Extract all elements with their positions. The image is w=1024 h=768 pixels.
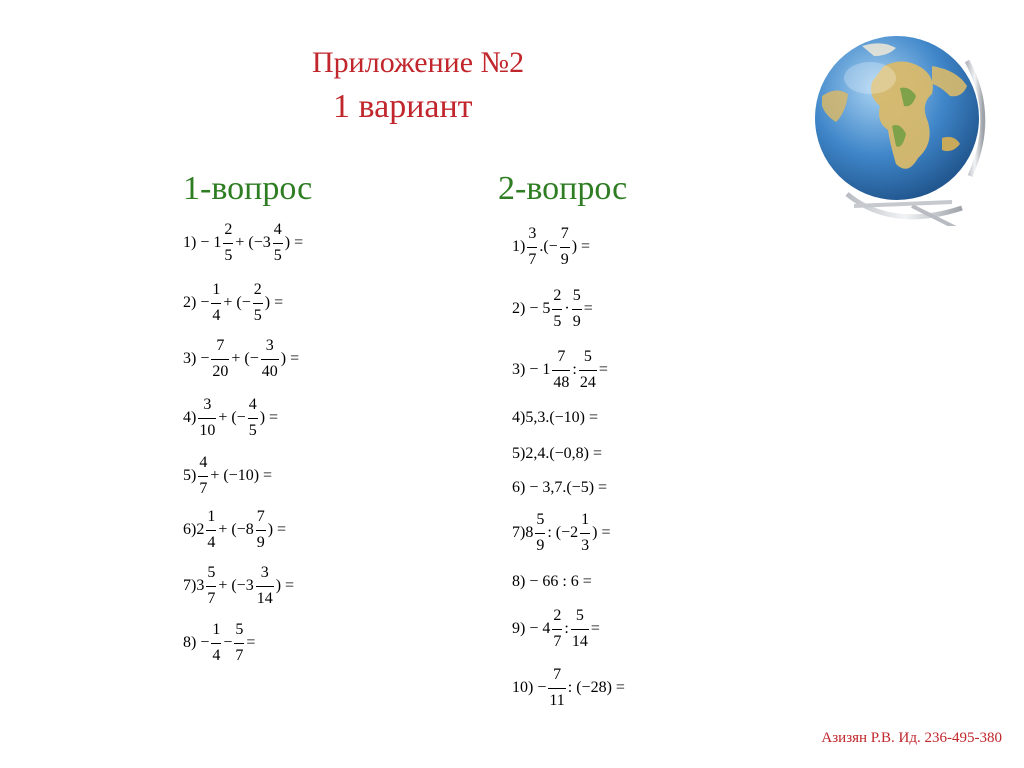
q1-item-8: [183, 622, 255, 665]
fraction-numerator: 5: [583, 348, 592, 365]
fraction-numerator: 4: [248, 396, 257, 413]
fraction-bar: [273, 243, 283, 244]
fraction: [572, 288, 582, 331]
fraction-bar: [572, 309, 582, 310]
fraction-numerator: 5: [235, 621, 244, 638]
q2-item-10: [512, 667, 625, 710]
fraction-numerator: 5: [575, 607, 584, 624]
fraction-denominator: 9: [572, 312, 581, 330]
fraction-denominator: 3: [581, 536, 590, 554]
fraction-numerator: 7: [560, 225, 569, 242]
q2-item-9: [512, 608, 600, 651]
fraction-numerator: 5: [572, 287, 581, 304]
fraction-denominator: 7: [207, 589, 216, 607]
q1-item-7: [183, 565, 294, 608]
fraction-denominator: 24: [579, 373, 596, 391]
expression-text: =: [246, 634, 256, 652]
expression-text: ) =: [280, 350, 300, 368]
fraction: [198, 455, 208, 498]
q1-item-6: [183, 509, 286, 552]
fraction: [256, 509, 266, 552]
q1-item-2: [183, 282, 283, 325]
fraction-numerator: 2: [553, 607, 562, 624]
expression-text: =: [583, 300, 593, 318]
fraction-denominator: 20: [212, 362, 229, 380]
fraction-bar: [256, 586, 274, 587]
fraction: [248, 397, 258, 440]
fraction-numerator: 1: [212, 281, 221, 298]
expression-text: 1) − 1: [183, 234, 222, 252]
expression-text: ) =: [571, 238, 591, 256]
expression-text: + (−: [218, 409, 246, 427]
fraction-denominator: 9: [256, 533, 265, 551]
expression-text: + (−10) =: [210, 467, 273, 485]
fraction: [261, 338, 279, 381]
fraction: [548, 667, 565, 710]
fraction-denominator: 10: [199, 421, 216, 439]
fraction: [223, 222, 233, 265]
fraction-numerator: 7: [557, 348, 566, 365]
fraction-bar: [256, 530, 266, 531]
expression-text: ) =: [275, 577, 295, 595]
fraction-denominator: 40: [261, 362, 278, 380]
fraction-numerator: 7: [553, 666, 562, 683]
expression-text: ) =: [264, 294, 284, 312]
fraction: [211, 338, 229, 381]
fraction-denominator: 9: [536, 536, 545, 554]
fraction-bar: [552, 629, 562, 630]
fraction-bar: [206, 586, 216, 587]
q1-item-3: [183, 338, 299, 381]
expression-text: −: [223, 634, 233, 652]
q1-item-1: [183, 222, 303, 265]
fraction-denominator: 9: [560, 250, 569, 268]
expression-text: + (−8: [218, 521, 254, 539]
expression-text: 5): [183, 467, 197, 485]
expression-text: + (−: [223, 294, 251, 312]
fraction-numerator: 1: [207, 508, 216, 525]
fraction-denominator: 4: [207, 533, 216, 551]
fraction-bar: [248, 418, 258, 419]
fraction-bar: [560, 247, 570, 248]
expression-text: ) =: [592, 524, 611, 542]
expression-text: 8) − 66 : 6 =: [512, 573, 592, 590]
fraction-numerator: 2: [553, 287, 562, 304]
expression-text: 6) − 3,7.(−5) =: [512, 479, 608, 496]
fraction: [552, 608, 562, 651]
fraction-denominator: 5: [253, 306, 262, 324]
fraction: [234, 622, 244, 665]
expression-text: 7)8: [512, 524, 534, 542]
fraction-numerator: 1: [581, 511, 590, 528]
expression-text: 4): [183, 409, 197, 427]
expression-text: : (−28) =: [567, 679, 625, 697]
expression-text: :: [572, 361, 577, 379]
fraction-bar: [223, 243, 233, 244]
fraction: [552, 349, 570, 392]
fraction-numerator: 3: [203, 396, 212, 413]
expression-text: :: [564, 620, 569, 638]
q2-item-6: [512, 480, 607, 496]
fraction-denominator: 4: [212, 306, 221, 324]
fraction-numerator: 7: [216, 337, 225, 354]
fraction-bar: [527, 247, 537, 248]
expression-text: 3) − 1: [512, 361, 551, 379]
fraction-bar: [198, 418, 216, 419]
fraction-numerator: 4: [199, 454, 208, 471]
fraction: [527, 226, 537, 269]
fraction-denominator: 5: [553, 312, 562, 330]
expression-text: 5)2,4.(−0,8) =: [512, 445, 603, 462]
fraction: [198, 397, 216, 440]
fraction-denominator: 14: [256, 589, 273, 607]
fraction-numerator: 2: [253, 281, 262, 298]
fraction-numerator: 3: [528, 225, 537, 242]
fraction-bar: [206, 530, 216, 531]
fraction-bar: [211, 643, 221, 644]
fraction-numerator: 3: [260, 564, 269, 581]
expression-text: ·: [564, 300, 570, 318]
q2-item-8: [512, 574, 592, 590]
fraction-bar: [579, 370, 597, 371]
expression-text: 8) −: [183, 634, 210, 652]
variant-title: 1 вариант: [333, 88, 473, 125]
fraction-numerator: 2: [224, 221, 233, 238]
fraction-denominator: 5: [224, 246, 233, 264]
expression-text: + (−: [231, 350, 259, 368]
fraction-bar: [211, 303, 221, 304]
expression-text: ) =: [259, 409, 279, 427]
fraction-bar: [552, 309, 562, 310]
fraction-bar: [571, 629, 589, 630]
fraction-denominator: 14: [571, 632, 588, 650]
q2-item-1: [512, 226, 590, 269]
fraction-bar: [261, 359, 279, 360]
q2-item-7: [512, 512, 610, 555]
expression-text: 6)2: [183, 521, 205, 539]
fraction-denominator: 7: [553, 632, 562, 650]
expression-text: + (−3: [218, 577, 254, 595]
expression-text: + (−3: [235, 234, 271, 252]
fraction: [580, 512, 590, 555]
author-credit: Азизян Р.В. Ид. 236-495-380: [821, 730, 1002, 746]
q1-item-5: [183, 455, 272, 498]
fraction-bar: [548, 688, 565, 689]
fraction-bar: [253, 303, 263, 304]
expression-text: ) =: [267, 521, 287, 539]
q2-item-4: [512, 410, 598, 426]
question-2-heading: 2-вопрос: [498, 170, 628, 207]
fraction: [560, 226, 570, 269]
fraction-denominator: 5: [273, 246, 282, 264]
fraction-numerator: 5: [536, 511, 545, 528]
fraction: [211, 622, 221, 665]
fraction-denominator: 7: [235, 646, 244, 664]
fraction-numerator: 7: [256, 508, 265, 525]
expression-text: 9) − 4: [512, 620, 551, 638]
fraction-numerator: 3: [265, 337, 274, 354]
expression-text: 2) −: [183, 294, 210, 312]
expression-text: 3) −: [183, 350, 210, 368]
fraction-denominator: 5: [248, 421, 257, 439]
expression-text: : (−2: [547, 524, 579, 542]
fraction-denominator: 11: [549, 691, 565, 709]
q2-item-3: [512, 349, 608, 392]
fraction-denominator: 48: [553, 373, 570, 391]
fraction: [571, 608, 589, 651]
fraction-numerator: 5: [207, 564, 216, 581]
fraction: [206, 509, 216, 552]
expression-text: 1): [512, 238, 526, 256]
question-1-heading: 1-вопрос: [183, 170, 313, 207]
fraction-bar: [535, 533, 545, 534]
expression-text: 10) −: [512, 679, 547, 697]
fraction: [535, 512, 545, 555]
q1-item-4: [183, 397, 278, 440]
expression-text: 7)3: [183, 577, 205, 595]
q2-item-2: [512, 288, 593, 331]
expression-text: 2) − 5: [512, 300, 551, 318]
expression-text: =: [598, 361, 608, 379]
q2-item-5: [512, 446, 602, 462]
fraction: [253, 282, 263, 325]
fraction-bar: [211, 359, 229, 360]
fraction-numerator: 1: [212, 621, 221, 638]
fraction: [256, 565, 274, 608]
fraction: [211, 282, 221, 325]
globe-image: [792, 26, 1002, 226]
fraction-bar: [580, 533, 590, 534]
expression-text: .(−: [539, 238, 558, 256]
fraction-denominator: 7: [199, 479, 208, 497]
fraction-bar: [234, 643, 244, 644]
expression-text: 4)5,3.(−10) =: [512, 409, 599, 426]
fraction: [273, 222, 283, 265]
expression-text: =: [590, 620, 600, 638]
expression-text: ) =: [284, 234, 304, 252]
fraction-denominator: 7: [528, 250, 537, 268]
fraction: [206, 565, 216, 608]
fraction-numerator: 4: [273, 221, 282, 238]
fraction-bar: [552, 370, 570, 371]
fraction-bar: [198, 476, 208, 477]
fraction: [579, 349, 597, 392]
fraction: [552, 288, 562, 331]
fraction-denominator: 4: [212, 646, 221, 664]
page-title: Приложение №2: [312, 46, 525, 79]
